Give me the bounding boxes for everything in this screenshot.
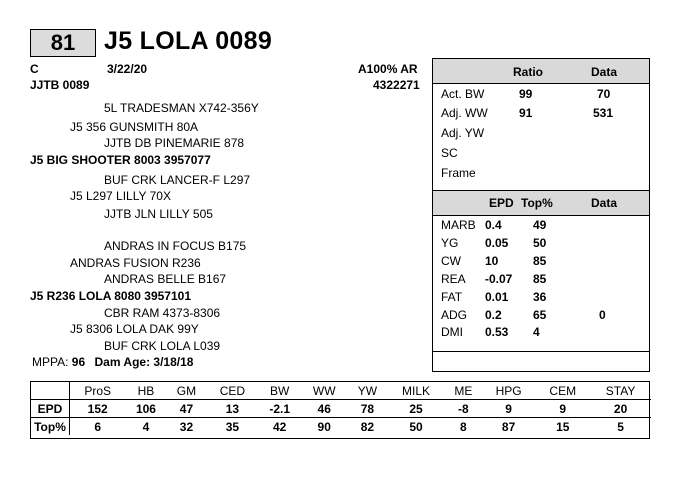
pedigree-sire-sire-dam: JJTB DB PINEMARIE 878 [104,136,245,150]
epd-summary-table [31,382,651,435]
ratio-col-header: Ratio [513,65,543,79]
epd-row-label: CW [441,254,461,268]
ratio-row-ratio: 91 [519,106,533,120]
top-col-header: Top% [521,196,553,210]
epd-cell: -8 [445,400,482,418]
pedigree-sire-sire-sire: 5L TRADESMAN X742-356Y [104,101,259,115]
ratio-row-label: Act. BW [441,87,485,101]
panel-divider [433,351,649,352]
ratio-row-label: Frame [441,166,476,180]
column-header: YW [348,382,388,400]
pedigree-dam-dam-dam: BUF CRK LOLA L039 [104,339,221,353]
epd-row-value: 0.53 [485,325,509,339]
table-row-top [31,418,651,436]
birth-date: 3/22/20 [107,62,148,76]
column-header: HB [125,382,166,400]
epd-cell: 106 [125,400,166,418]
epd-cell: 47 [167,400,207,418]
dam-info-line [32,355,193,369]
epd-cell: 20 [590,400,651,418]
top-cell: 15 [556,419,570,434]
epd-row-label: MARB [441,218,476,232]
epd-row-value: 0.4 [485,218,502,232]
ratio-row-data: 531 [593,106,614,120]
top-cell: 87 [501,419,516,434]
epd-cell: 25 [387,400,445,418]
epd-cell: 78 [348,400,388,418]
pedigree-dam: J5 R236 LOLA 8080 3957101 [30,289,191,303]
epd-row-data: 0 [599,308,606,322]
epd-row-top: 65 [533,308,547,322]
pedigree-sire-dam-sire: BUF CRK LANCER-F L297 [104,173,251,187]
mppa-value: 96 [71,355,86,369]
epd-cell: 9 [482,400,535,418]
epd-row-value: -0.07 [485,272,513,286]
pedigree-sire-dam-dam: JJTB JLN LILLY 505 [104,207,213,221]
dam-age-label: Dam Age: [94,355,151,369]
column-header: MILK [387,382,445,400]
mppa-label: MPPA: [32,355,69,369]
column-header: CEM [535,382,590,400]
epd-cell: 9 [535,400,590,418]
epd-row-value: 0.2 [485,308,502,322]
top-cell: 6 [94,419,102,434]
table-header-row [31,382,651,400]
table-corner [31,382,70,400]
pedigree-dam-sire-sire: ANDRAS IN FOCUS B175 [104,239,247,253]
epd-row-label: FAT [441,290,463,304]
pedigree-sire-sire: J5 356 GUNSMITH 80A [70,120,199,134]
epd-row-top: 4 [533,325,540,339]
column-header: STAY [590,382,651,400]
ratio-row-ratio: 99 [519,87,533,101]
top-cell: 82 [360,419,375,434]
pedigree-dam-sire: ANDRAS FUSION R236 [70,256,201,270]
epd-cell: 46 [301,400,348,418]
top-cell: 32 [179,419,194,434]
epd-row-top: 36 [533,290,547,304]
dam-age-value: 3/18/18 [153,355,194,369]
epd-row-top: 85 [533,272,547,286]
breeder-prefix: JJTB 0089 [30,78,90,92]
epd-col-header: EPD [489,196,514,210]
pedigree-sire-dam: J5 L297 LILLY 70X [70,189,171,203]
lot-number: 81 [30,29,96,57]
ratio-row-data: 70 [597,87,611,101]
pedigree-dam-dam-sire: CBR RAM 4373-8306 [104,306,221,320]
top-cell: 4 [142,419,150,434]
column-header: ProS [70,382,126,400]
pedigree-dam-sire-dam: ANDRAS BELLE B167 [104,272,227,286]
top-cell: 5 [617,419,624,434]
top-cell: 42 [273,419,287,434]
epd-row-label: ADG [441,308,468,322]
ratio-row-label: Adj. YW [441,126,485,140]
epd-cell: 152 [70,400,126,418]
animal-name: J5 LOLA 0089 [104,27,273,55]
ratio-data-col-header: Data [591,65,618,79]
pedigree-dam-dam: J5 8306 LOLA DAK 99Y [70,322,199,336]
top-cell: 35 [225,419,240,434]
column-header: BW [258,382,301,400]
column-header: HPG [482,382,535,400]
top-cell: 90 [317,419,331,434]
column-header: GM [167,382,207,400]
epd-row-top: 85 [533,254,547,268]
column-header: CED [206,382,258,400]
epd-row-top: 50 [533,236,547,250]
epd-row-label: DMI [441,325,463,339]
performance-panel [432,58,650,372]
table-row-epd [31,400,651,418]
registration-number: 4322271 [373,78,420,92]
top-cell: 8 [460,419,467,434]
epd-cell: -2.1 [258,400,301,418]
epd-row-value: 0.01 [485,290,509,304]
pedigree-sire: J5 BIG SHOOTER 8003 3957077 [30,153,211,167]
breed-percent: A100% AR [358,62,418,76]
epd-data-col-header: Data [591,196,618,210]
epd-row-label: REA [441,272,466,286]
epd-row-value: 10 [485,254,499,268]
row-label-top: Top% [31,418,70,436]
epd-row-label: YG [441,236,459,250]
ratio-row-label: Adj. WW [441,106,488,120]
epd-cell: 13 [206,400,258,418]
top-cell: 50 [409,419,423,434]
column-header: ME [445,382,482,400]
epd-row-top: 49 [533,218,547,232]
ratio-row-label: SC [441,146,458,160]
epd-row-value: 0.05 [485,236,509,250]
category: C [30,62,39,76]
row-label-epd: EPD [31,400,70,418]
column-header: WW [301,382,348,400]
